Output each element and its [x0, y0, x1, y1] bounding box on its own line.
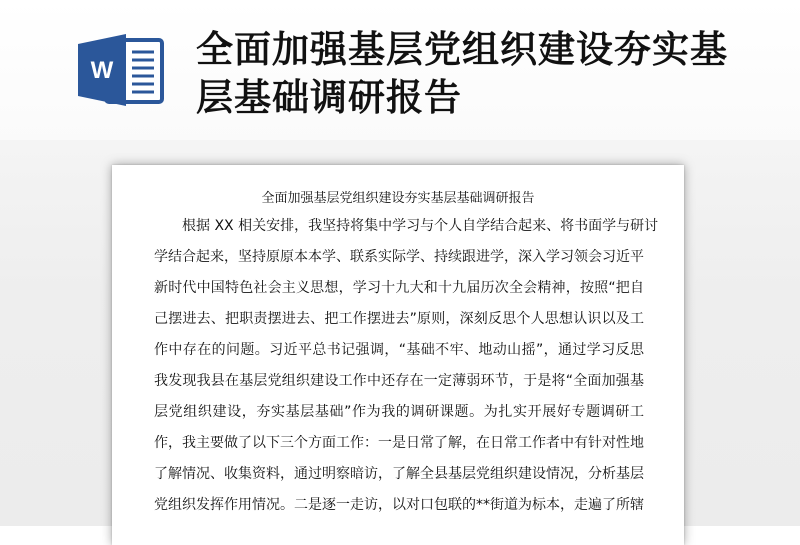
page-title-line-1: 全面加强基层党组织建设夯实基 — [196, 28, 728, 71]
document-line: 新时代中国特色社会主义思想，学习十九大和十九届历次全会精神，按照“把自 — [154, 280, 644, 296]
document-line: 学结合起来，坚持原原本本学、联系实际学、持续跟进学，深入学习领会习近平 — [154, 249, 644, 265]
document-line: 根据 XX 相关安排，我坚持将集中学习与个人自学结合起来、将书面学与研讨 — [182, 218, 659, 234]
document-line: 作中存在的问题。习近平总书记强调，“基础不牢、地动山摇”，通过学习反思 — [154, 342, 644, 358]
page-title-line-2: 层基础调研报告 — [196, 76, 462, 119]
document-line: 党组织发挥作用情况。二是逐一走访，以对口包联的**街道为标本，走遍了所辖 — [154, 497, 644, 513]
document-line: 层党组织建设，夯实基层基础”作为我的调研课题。为扎实开展好专题调研工 — [154, 404, 644, 420]
document-line: 作，我主要做了以下三个方面工作：一是日常了解，在日常工作者中有针对性地 — [154, 435, 644, 451]
document-line: 了解情况、收集资料，通过明察暗访，了解全县基层党组织建设情况，分析基层 — [154, 466, 644, 482]
page-title — [196, 26, 786, 122]
word-document-icon — [76, 30, 164, 110]
document-line: 我发现我县在基层党组织建设工作中还存在一定薄弱环节，于是将“全面加强基 — [154, 373, 644, 389]
svg-text:W: W — [90, 57, 114, 84]
document-body — [154, 211, 659, 521]
document-page[interactable] — [112, 165, 684, 545]
document-line: 己摆进去、把职责摆进去、把工作摆进去”原则，深刻反思个人思想认识以及工 — [154, 311, 644, 327]
document-title: 全面加强基层党组织建设夯实基层基础调研报告 — [261, 191, 535, 206]
page-header — [0, 0, 800, 150]
